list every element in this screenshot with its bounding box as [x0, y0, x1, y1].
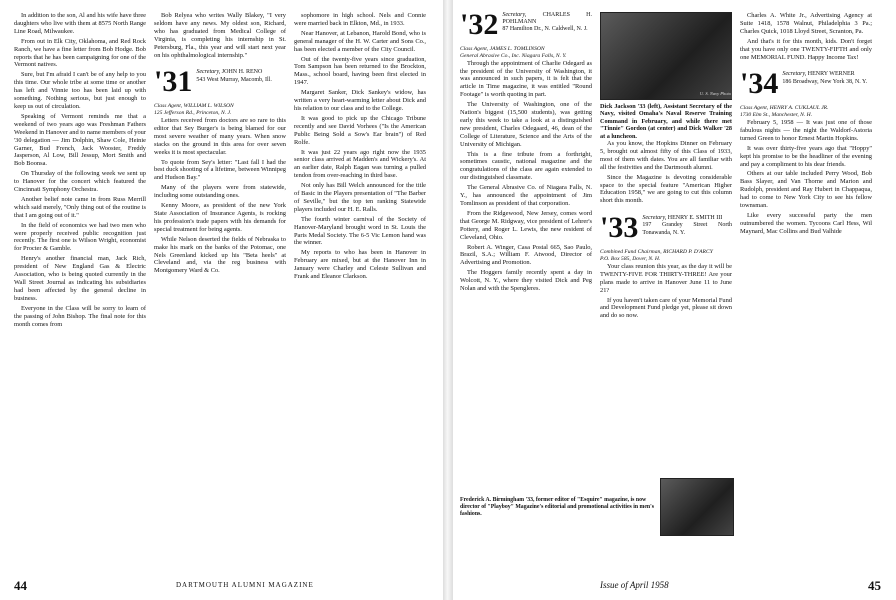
- secretary-info: Secretary, HENRY E. SMITH III 197 Grandey Street North Tonawanda, N. Y.: [642, 215, 732, 236]
- class-agent-info: Class Agent, WILLIAM L. WILSON 125 Jefferson Rd., Princeton, N. J.: [154, 103, 234, 117]
- secretary-info: Secretary, CHARLES H. POHLMANN 87 Hamilton Dr., N. Caldwell, N. J.: [502, 12, 592, 33]
- paragraph: sophomore in high school. Nels and Connie were married back in Elkton, Md., in 1933.: [294, 12, 426, 27]
- paragraph: The General Abrasive Co. of Niagara Falls, N. Y., has announced the appointment of Jim Tomlinson as president of that corporation.: [460, 184, 592, 207]
- paragraph: From out in Elk City, Oklahoma, and Red Rock Ranch, we have a fine letter from Bob Hodge. Bob reports that he has been campaigning for one of the Vermont natives.: [14, 37, 146, 69]
- class-number: '34: [740, 67, 779, 101]
- page-number: 44: [14, 578, 27, 593]
- paragraph: Many of the players were from statewide, including some outstanding ones.: [154, 184, 286, 200]
- paragraph: Everyone in the Class will be sorry to learn of the passing of John Bishop. The final note for this month comes from: [14, 304, 146, 328]
- left-column-3: [294, 12, 426, 564]
- paragraph: Margaret Sanker, Dick Sankey's widow, has written a very heart-warming letter about Dick and his relation to our class and to the College.: [294, 89, 426, 112]
- paragraph: Since the Magazine is devoting considerable space to the special feature "American Higher Education 1958," we are going to cut this column short this month.: [600, 173, 732, 205]
- paragraph: In addition to the son, Al and his wife have three daughters who live with them at 8575 North Range Line Road, Milwaukee.: [14, 12, 146, 35]
- page-number: 45: [868, 578, 881, 593]
- paragraph: On Thursday of the following week we sent up to Hanover for the concert which featured the Cincinnati Symphony Orchestra.: [14, 170, 146, 194]
- paragraph: It was good to pick up the Chicago Tribune recently and see David Vorhees ("Is the American Public Being Sold a Sow's Ear brain") of Red Rolfe.: [294, 114, 426, 146]
- paragraph: Through the appointment of Charlie Odegard as the president of the University of Washington, it was announced in such papers, it is felt that the article in Time magazine, it was entitled "Round Footage" is worth quoting in part.: [460, 59, 592, 99]
- navy-luncheon-photo: [600, 12, 732, 100]
- birmingham-portrait-photo: [660, 478, 734, 536]
- paragraph: If you haven't taken care of your Memorial Fund and Development Fund pledge yet, please sit down and do so now.: [600, 296, 732, 320]
- paragraph: Speaking of Vermont reminds me that a weekend of two years ago was Freshman Fathers Weekend in Hanover and to name members of your '30 delegation — Jim Dolphin, Shaw Cole, Heinie Garner, Bud French, Jack Wooster, Freddy Jasperson, Al Low, Bill Jessup, Mort Smith and Bob Boonsa.: [14, 112, 146, 168]
- left-column-1: [14, 12, 146, 572]
- secretary-address: 543 West Murray, Macomb, Ill.: [196, 76, 272, 83]
- left-footer: [14, 578, 27, 594]
- class-heading-34: [740, 67, 872, 101]
- class-heading-32: [460, 12, 592, 41]
- left-column-2: [154, 12, 286, 572]
- paragraph: Others at our table included Perry Wood, Bob Bass Slayer, and Van Thorne and Marion and Rudolph, president and Ray Hubert in Chappaqua, had to come to New York City to see his fellow townsman.: [740, 170, 872, 210]
- paragraph: Out of the twenty-five years since graduation, Tom Sampson has been returned to the Brockton, Mass., school board, having been first elected in 1947.: [294, 55, 426, 87]
- secretary-address: 197 Grandey Street North Tonawanda, N. Y.: [642, 222, 732, 236]
- paragraph: Your class reunion this year, as the day it will be TWENTY-FIVE FOR THIRTY-THREE! Are your plans made to arrive in Hanover June 11 to June 21?: [600, 262, 732, 294]
- paragraph: As you know, the Hopkins Dinner on February 5, brought out almost fifty of this Class of 1933, most of them with dates. You are all familiar with all the festivities and the Dartmouth alumni.: [600, 140, 732, 171]
- issue-label: Issue of April 1958: [600, 580, 669, 590]
- right-column-3: [740, 12, 872, 572]
- paragraph: February 5, 1958 — It was just one of those fabulous nights — the night the Waldorf-Astoria turned Green to honor Ernest Martin Hopkins.: [740, 119, 872, 142]
- paragraph: To quote from Sey's letter: "Last fall I had the best duck shooting of a lifetime, between Winnipeg and Hudson Bay.": [154, 158, 286, 182]
- magazine-title: DARTMOUTH ALUMNI MAGAZINE: [176, 581, 314, 589]
- secretary-name: CHARLES H. POHLMANN: [502, 12, 592, 26]
- paragraph: From the Ridgewood, New Jersey, comes word that George M. Ridgway, vice president of Lehrer's Pottery, and Roger L. Lewis, the new resident of Cleveland, Ohio.: [460, 209, 592, 241]
- paragraph: It was just 22 years ago right now the 1935 senior class arrived at Madden's and Wickery's. At an earlier date, Ralph Eagan was turning a pulled tendon from over-reaching in third base.: [294, 148, 426, 180]
- right-page: [454, 0, 896, 600]
- class-agent-info: Class Agent, JAMES L. TOMLINSON General Abrasive Co., Inc. Niagara Falls, N. Y.: [460, 46, 567, 59]
- class-number: '31: [154, 65, 193, 99]
- paragraph: The fourth winter carnival of the Society of Hanover-Maryland brought word in St. Louis the Paris Medal Society. The 6-5 Vic Lemon hand was the winner.: [294, 215, 426, 247]
- paragraph: Near Hanover, at Lebanon, Harold Bond, who is general manager of the H. W. Carter and Sons Co., has been elected a member of the City Council.: [294, 29, 426, 53]
- right-column-1: [460, 12, 592, 572]
- paragraph: Like every successful party the men outnumbered the women. Tycoons Carl Hess, Wil Maynard, Mac Collins and Bud Valhide: [740, 212, 872, 235]
- class-heading-33: [600, 211, 732, 245]
- paragraph: The Hoggers family recently spent a day in Wolcott, N. Y., where they visited Dick and Peg Nolan and with the Spengleres.: [460, 269, 592, 293]
- class-number: '32: [460, 12, 499, 41]
- portrait-caption: Frederick A. Birmingham '33, former editor of "Esquire" magazine, is now director of "Playboy" Magazine's editorial and promotional activities in men's fashions.: [460, 497, 655, 517]
- paragraph: Not only has Bill Welch announced for the title of Basic in the Players presentation of "The Barber of Seville," but the top ten ranking Statewide players included our H. E. Ralls.: [294, 182, 426, 213]
- paragraph: Bob Relyea who writes Wally Blakey, "I very seldom have any news. My oldest son, Richard, who has graduated from Medical College of Virginia, is completing his internship in St. Petersburg, Fla., this year and will start next year on his ophthalmological internship.": [154, 12, 286, 59]
- paragraph: In the field of economics we had two men who were properly received public recognition just recently. The first one is Wilson Wright, economist for Procter & Gamble.: [14, 221, 146, 253]
- paragraph: This is a fine tribute from a forthright, sometimes caustic, national magazine and the congratulations of the class are again extended to our distinguished classmate.: [460, 150, 592, 182]
- secretary-info: Secretary, JOHN H. RENO 543 West Murray, Macomb, Ill.: [196, 69, 272, 83]
- paragraph: And that's it for this month, kids. Don't forget that you have only one TWENTY-FIFTH and only one MEMORIAL FUND. Happy Income Tax!: [740, 37, 872, 61]
- paragraph: Kenny Moore, as president of the new York State Association of Insurance Agents, is rocking his profession's trade papers with his demands for special treatment for being agents.: [154, 202, 286, 233]
- photo-caption: Dick Jackson '33 (left), Assistant Secretary of the Navy, visited Omaha's Naval Reserve Training Command in February, and while there met "Tinnie" Gordon (at center) and Dick Walker '28 at a luncheon.: [600, 103, 732, 140]
- paragraph: The University of Washington, one of the Nation's biggest (15,500 students), was getting early this week to take a look at a distinguished new president, Charles Odegaard, 46, dean of the College of Literature, Science and the Arts of the University of Michigan.: [460, 101, 592, 148]
- secretary-name: HENRY E. SMITH III: [667, 215, 723, 222]
- class-agent-info: Combined Fund Chairman, RICHARD P. D'ARCY P.O. Box 585, Dover, N. H.: [600, 249, 713, 263]
- paragraph: Robert A. Winger, Casa Postal 665, Sao Paulo, Brazil, S.A.; William F. Atwood, Director of Advertising and Promotion.: [460, 243, 592, 267]
- class-agent-info: Class Agent, HENRY A. CUKLAUL JR. 1730 Elm St., Manchester, N. H.: [740, 105, 829, 119]
- secretary-info: Secretary, HENRY WERNER 186 Broadway, New York 38, N. Y.: [782, 71, 868, 85]
- paragraph: It was over thirty-five years ago that "Hoppy" kept his promise to be the headliner of the evening and pay a compliment to his dear friends.: [740, 144, 872, 168]
- paragraph: Letters received from doctors are so rare to this editor that Sey Burger's is being blamed for our most severe weather of many years. When snow stacks on the ground in this area for over seven weeks it is most spectacular.: [154, 117, 286, 156]
- secretary-name: HENRY WERNER: [807, 71, 855, 78]
- paragraph: My reports to who has been in Hanover in February are mixed, but at the Hanover Inn in January were Charley and Celeste Sullivan and Frank and Eleanor Clarkson.: [294, 249, 426, 281]
- paragraph: While Nelson deserted the fields of Nebraska to make his mark on the banks of the Potomac, one Nels Greenland kicked up his "Beta heels" at Cleveland and, via the reg business with Montgomery Ward & Co.: [154, 235, 286, 275]
- left-page: [0, 0, 442, 600]
- secretary-address: 87 Hamilton Dr., N. Caldwell, N. J.: [502, 26, 588, 33]
- secretary-address: 186 Broadway, New York 38, N. Y.: [782, 78, 868, 85]
- paragraph: Charles A. White Jr., Advertising Agency at Suite 1418, 1578 Walnut, Philadelphia 3 Pa.; Charles Quick, 1018 Lloyd Street, Scranton, Pa.: [740, 12, 872, 35]
- photo-credit: U. S. Navy Photo: [699, 91, 731, 97]
- class-heading-31: [154, 65, 286, 99]
- class-number: '33: [600, 211, 639, 245]
- paragraph: Sure, but I'm afraid I can't be of any help to you this time. Our whole tribe at some time or another has left and Vinnie too has been laid up with something. Nothing serious, but just enough to keep us out of circulation.: [14, 71, 146, 110]
- paragraph: Henry's another financial man, Jack Rich, president of New England Gas & Electric Association, who is being quoted currently in the Wall Street Journal as indicating his subsidiaries had been affected by the general decline in business.: [14, 255, 146, 302]
- page-gutter: [443, 0, 453, 600]
- secretary-name: JOHN H. RENO: [221, 69, 263, 76]
- paragraph: Another belief note came in from Russ Merrill which said merely, "Only thing out of the routine is that I am going out of it.": [14, 195, 146, 219]
